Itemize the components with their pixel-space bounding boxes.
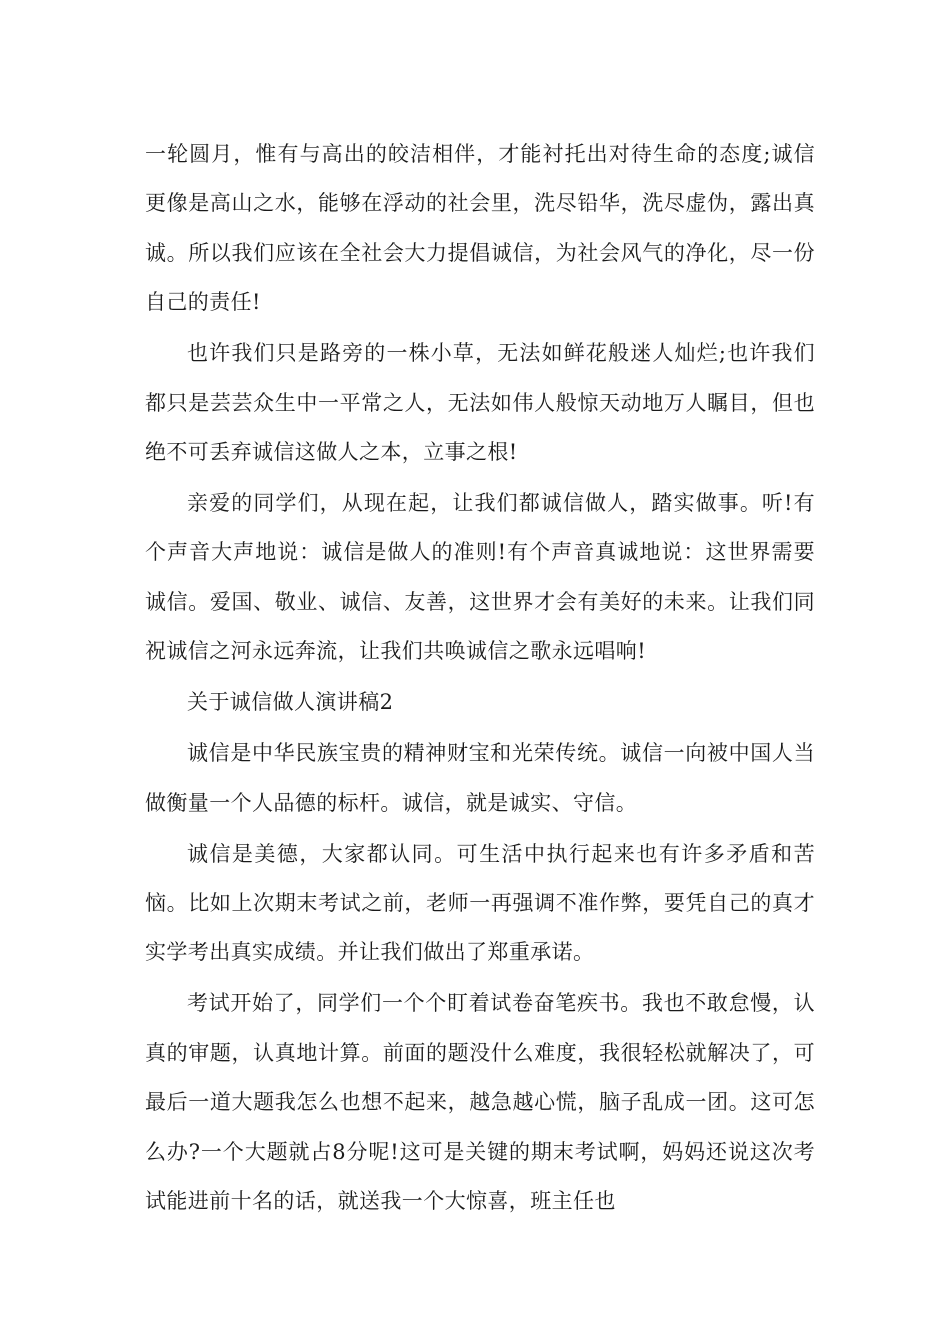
paragraph: 亲爱的同学们，从现在起，让我们都诚信做人，踏实做事。听!有个声音大声地说：诚信是做人的准则!有个声音真诚地说：这世界需要诚信。爱国、敬业、诚信、友善，这世界才会有美好的未来。让我们同祝诚信之河永远奔流，让我们共唤诚信之歌永远唱响! xyxy=(145,491,815,664)
document-body xyxy=(145,130,815,1227)
section-heading: 关于诚信做人演讲稿2 xyxy=(187,690,394,715)
paragraph: 一轮圆月，惟有与高出的皎洁相伴，才能衬托出对待生命的态度;诚信更像是高山之水，能够在浮动的社会里，洗尽铅华，洗尽虚伪，露出真诚。所以我们应该在全社会大力提倡诚信，为社会风气的净化，尽一份自己的责任! xyxy=(145,142,815,315)
paragraph: 诚信是中华民族宝贵的精神财宝和光荣传统。诚信一向被中国人当做衡量一个人品德的标杆。诚信，就是诚实、守信。 xyxy=(145,741,815,815)
paragraph: 也许我们只是路旁的一株小草，无法如鲜花般迷人灿烂;也许我们都只是芸芸众生中一平常之人，无法如伟人般惊天动地万人瞩目，但也绝不可丢弃诚信这做人之本，立事之根! xyxy=(145,341,815,465)
paragraph: 诚信是美德，大家都认同。可生活中执行起来也有许多矛盾和苦恼。比如上次期末考试之前，老师一再强调不准作弊，要凭自己的真才实学考出真实成绩。并让我们做出了郑重承诺。 xyxy=(145,841,815,965)
paragraph: 考试开始了，同学们一个个盯着试卷奋笔疾书。我也不敢怠慢，认真的审题，认真地计算。前面的题没什么难度，我很轻松就解决了，可最后一道大题我怎么也想不起来，越急越心慌，脑子乱成一团。这可怎么办?一个大题就占8分呢!这可是关键的期末考试啊，妈妈还说这次考试能进前十名的话，就送我一个大惊喜，班主任也 xyxy=(145,991,815,1214)
